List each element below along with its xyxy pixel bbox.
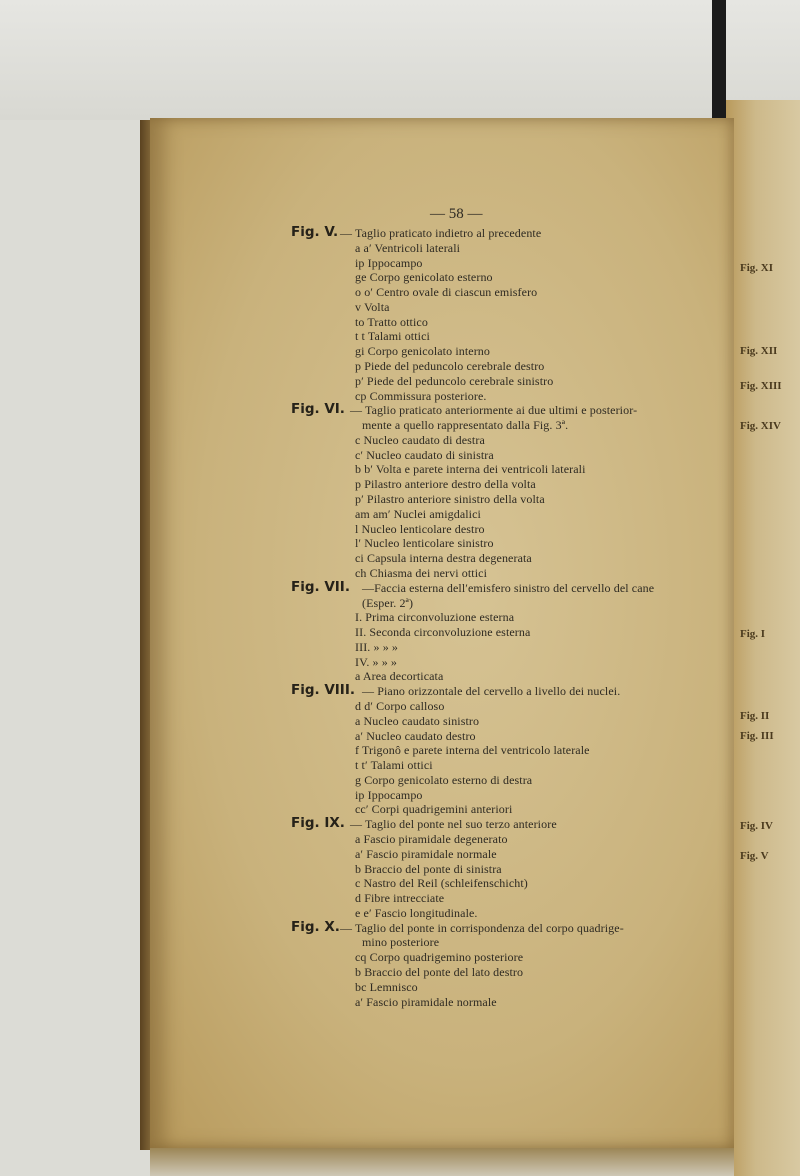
- legend-entry: gi Corpo genicolato interno: [355, 344, 491, 359]
- legend-entry: a Area decorticata: [355, 669, 444, 684]
- legend-entry: f Trigonô e parete interna del ventricolo laterale: [355, 743, 590, 758]
- legend-entry: p Pilastro anteriore destro della volta: [355, 477, 536, 492]
- margin-fig-label: Fig. XIV: [740, 420, 781, 432]
- legend-entry: c Nastro del Reil (schleifenschicht): [355, 876, 528, 891]
- legend-entry: c′ Nucleo caudato di sinistra: [355, 447, 494, 462]
- legend-entry: bc Lemnisco: [355, 979, 418, 994]
- legend-entry: v Volta: [355, 299, 390, 314]
- legend-entry: mino posteriore: [362, 935, 440, 950]
- figure-heading-text: — Taglio praticato anteriormente ai due ultimi e posterior-: [350, 403, 638, 418]
- legend-entry: o o′ Centro ovale di ciascun emisfero: [355, 285, 538, 300]
- figure-label: Fig. X.: [291, 918, 340, 935]
- legend-entry: g Corpo genicolato esterno di destra: [355, 772, 533, 787]
- page-shadow: [150, 1148, 734, 1176]
- legend-entry: d Fibre intrecciate: [355, 891, 445, 906]
- legend-entry: b b′ Volta e parete interna dei ventricoli laterali: [355, 462, 586, 477]
- figure-heading-text: — Taglio del ponte nel suo terzo anteriore: [350, 817, 557, 832]
- legend-entry: c Nucleo caudato di destra: [355, 432, 485, 447]
- margin-fig-label: Fig. XI: [740, 262, 773, 274]
- legend-entry: b Braccio del ponte del lato destro: [355, 965, 524, 979]
- margin-fig-label: Fig. V: [740, 850, 769, 862]
- legend-entry: to Tratto ottico: [355, 314, 428, 329]
- figure-label: Fig. V.: [291, 224, 339, 240]
- legend-entry: IV. » » »: [355, 654, 398, 669]
- legend-entry: ch Chiasma dei nervi ottici: [355, 565, 487, 580]
- legend-entry: ip Ippocampo: [355, 787, 423, 802]
- figure-heading-text: —Faccia esterna dell′emisfero sinistro del cervello del cane: [362, 580, 655, 595]
- background: [0, 0, 800, 120]
- figure-heading-text: — Piano orizzontale del cervello a livello dei nuclei.: [362, 684, 621, 699]
- legend-entry: cp Commissura posteriore.: [355, 388, 487, 403]
- legend-entry: t t Talami ottici: [355, 329, 430, 344]
- legend-entry: a Nucleo caudato sinistro: [355, 713, 480, 728]
- legend-entry: l′ Nucleo lenticolare sinistro: [355, 536, 494, 551]
- legend-entry: e e′ Fascio longitudinale.: [355, 905, 478, 920]
- legend-entry: a′ Fascio piramidale normale: [355, 846, 497, 861]
- legend-entry: a′ Nucleo caudato destro: [355, 728, 476, 743]
- legend-entry: ci Capsula interna destra degenerata: [355, 551, 532, 566]
- margin-fig-label: Fig. XII: [740, 345, 778, 357]
- figure-heading-text: — Taglio del ponte in corrispondenza del corpo quadrige-: [340, 920, 624, 935]
- figure-label: Fig. VIII.: [291, 682, 355, 699]
- legend-entry: mente a quello rappresentato dalla Fig. 3ª.: [362, 418, 569, 433]
- margin-fig-label: Fig. I: [740, 628, 766, 640]
- legend-entry: cq Corpo quadrigemino posteriore: [355, 950, 524, 965]
- margin-fig-label: Fig. XIII: [740, 380, 782, 392]
- margin-fig-label: Fig. III: [740, 730, 774, 742]
- page-number: — 58 —: [430, 206, 483, 222]
- legend-entry: I. Prima circonvoluzione esterna: [355, 610, 515, 625]
- legend-entry: p′ Piede del peduncolo cerebrale sinistro: [355, 373, 554, 388]
- legend-entry: p′ Pilastro anteriore sinistro della volta: [355, 492, 545, 507]
- legend-entry: III. » » »: [355, 639, 398, 654]
- legend-entry: a′ Fascio piramidale normale: [355, 994, 497, 1009]
- legend-entry: t t′ Talami ottici: [355, 758, 433, 773]
- legend-entry: ge Corpo genicolato esterno: [355, 270, 493, 285]
- legend-entry: p Piede del peduncolo cerebrale destro: [355, 359, 545, 374]
- legend-entry: cc′ Corpi quadrigemini anteriori: [355, 802, 513, 817]
- legend-entry: (Esper. 2ª): [362, 595, 414, 610]
- figure-label: Fig. VI.: [291, 401, 345, 418]
- figure-label: Fig. IX.: [291, 815, 345, 832]
- legend-entry: ip Ippocampo: [355, 255, 423, 270]
- figure-heading-text: — Taglio praticato indietro al precedente: [340, 226, 542, 240]
- margin-fig-label: Fig. II: [740, 710, 770, 722]
- legend-entry: d d′ Corpo calloso: [355, 698, 445, 713]
- legend-entry: a a′ Ventricoli laterali: [355, 240, 461, 255]
- legend-entry: a Fascio piramidale degenerato: [355, 831, 508, 846]
- figure-label: Fig. VII.: [291, 578, 350, 595]
- margin-fig-label: Fig. IV: [740, 820, 773, 832]
- legend-entry: II. Seconda circonvoluzione esterna: [355, 625, 531, 640]
- legend-entry: l Nucleo lenticolare destro: [355, 521, 485, 536]
- legend-entry: b Braccio del ponte di sinistra: [355, 861, 502, 876]
- legend-entry: am am′ Nuclei amigdalici: [355, 506, 481, 521]
